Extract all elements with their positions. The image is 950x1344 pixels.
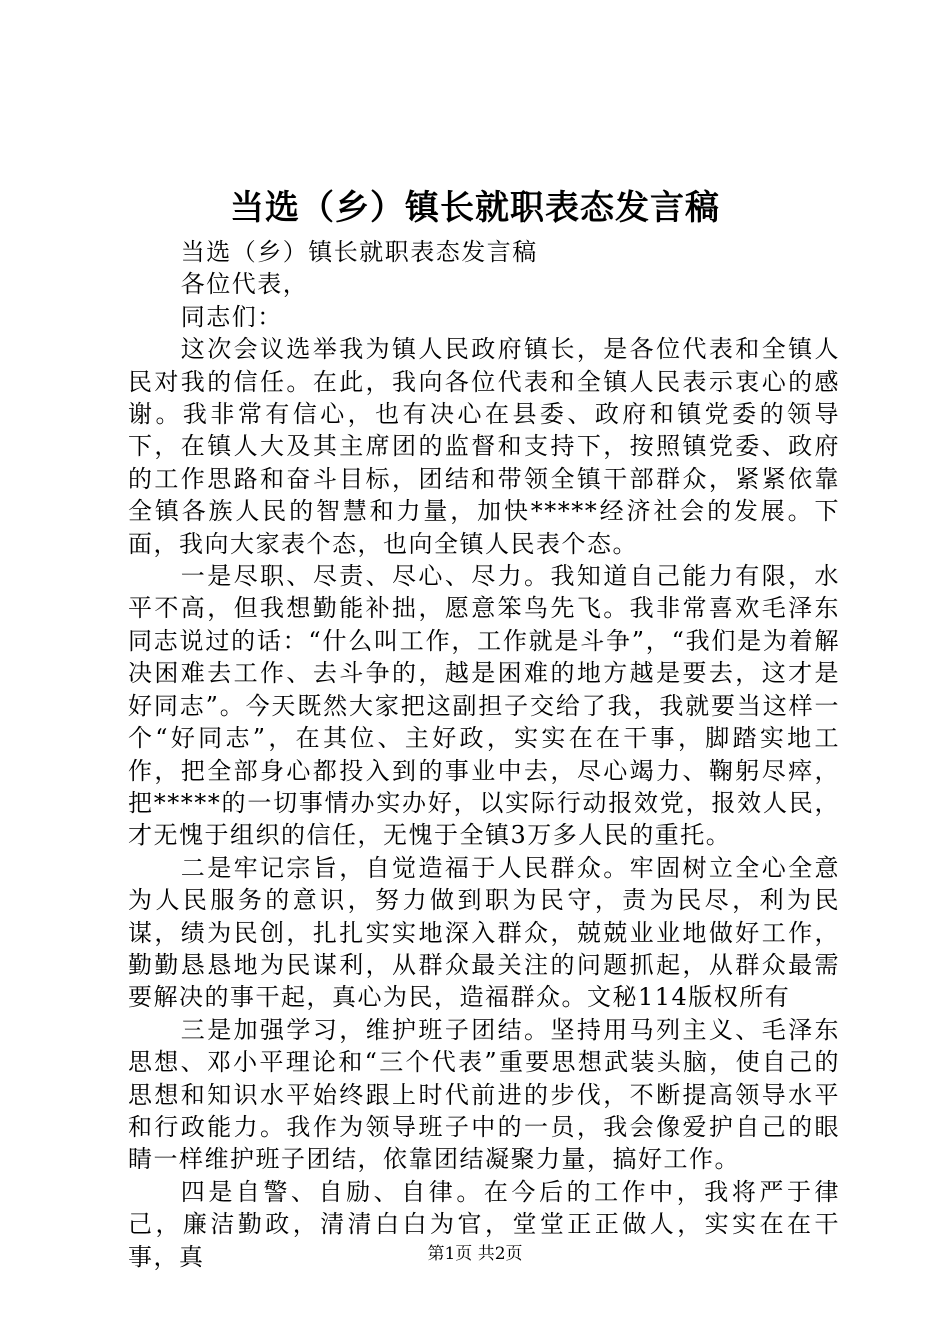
- salutation-delegates: 各位代表，: [180, 270, 309, 299]
- salutation-comrades: 同志们：: [180, 302, 283, 331]
- document-body: [128, 236, 840, 1273]
- page-number-footer: 第1页 共2页: [427, 1244, 523, 1264]
- body-paragraph-point-four: 四是自警、自励、自律。在今后的工作中，我将严于律己，廉洁勤政，清清白白为官，堂堂正正做人，实实在在干事，真: [128, 1177, 840, 1271]
- body-paragraph-point-two: 二是牢记宗旨，自觉造福于人民群众。牢固树立全心全意为人民服务的意识，努力做到职为民守，责为民尽，利为民谋，绩为民创，扎扎实实地深入群众，兢兢业业地做好工作，勤勤恳恳地为民谋利，从群众最关注的问题抓起，从群众最需要解决的事干起，真心为民，造福群众。文秘114版权所有: [128, 853, 840, 1012]
- document-title: 当选（乡）镇长就职表态发言稿: [230, 188, 720, 228]
- subtitle-paragraph: 当选（乡）镇长就职表态发言稿: [180, 238, 538, 266]
- body-paragraph-point-three: 三是加强学习，维护班子团结。坚持用马列主义、毛泽东思想、邓小平理论和“三个代表”重要思想武装头脑，使自己的思想和知识水平始终跟上时代前进的步伐，不断提高领导水平和行政能力。我作为领导班子中的一员，我会像爱护自己的眼睛一样维护班子团结，依靠团结凝聚力量，搞好工作。: [128, 1015, 840, 1174]
- body-paragraph-intro: 这次会议选举我为镇人民政府镇长，是各位代表和全镇人民对我的信任。在此，我向各位代表和全镇人民表示衷心的感谢。我非常有信心，也有决心在县委、政府和镇党委的领导下，在镇人大及其主席团的监督和支持下，按照镇党委、政府的工作思路和奋斗目标，团结和带领全镇干部群众，紧紧依靠全镇各族人民的智慧和力量，加快*****经济社会的发展。下面，我向大家表个态，也向全镇人民表个态。: [128, 335, 840, 558]
- body-paragraph-point-one: 一是尽职、尽责、尽心、尽力。我知道自己能力有限，水平不高，但我想勤能补拙，愿意笨鸟先飞。我非常喜欢毛泽东同志说过的话：“什么叫工作，工作就是斗争”，“我们是为着解决困难去工作、去斗争的，越是困难的地方越是要去，这才是好同志”。今天既然大家把这副担子交给了我，我就要当这样一个“好同志”，在其位、主好政，实实在在干事，脚踏实地工作，把全部身心都投入到的事业中去，尽心竭力、鞠躬尽瘁，把*****的一切事情办实办好，以实际行动报效党，报效人民，才无愧于组织的信任，无愧于全镇3万多人民的重托。: [128, 562, 840, 850]
